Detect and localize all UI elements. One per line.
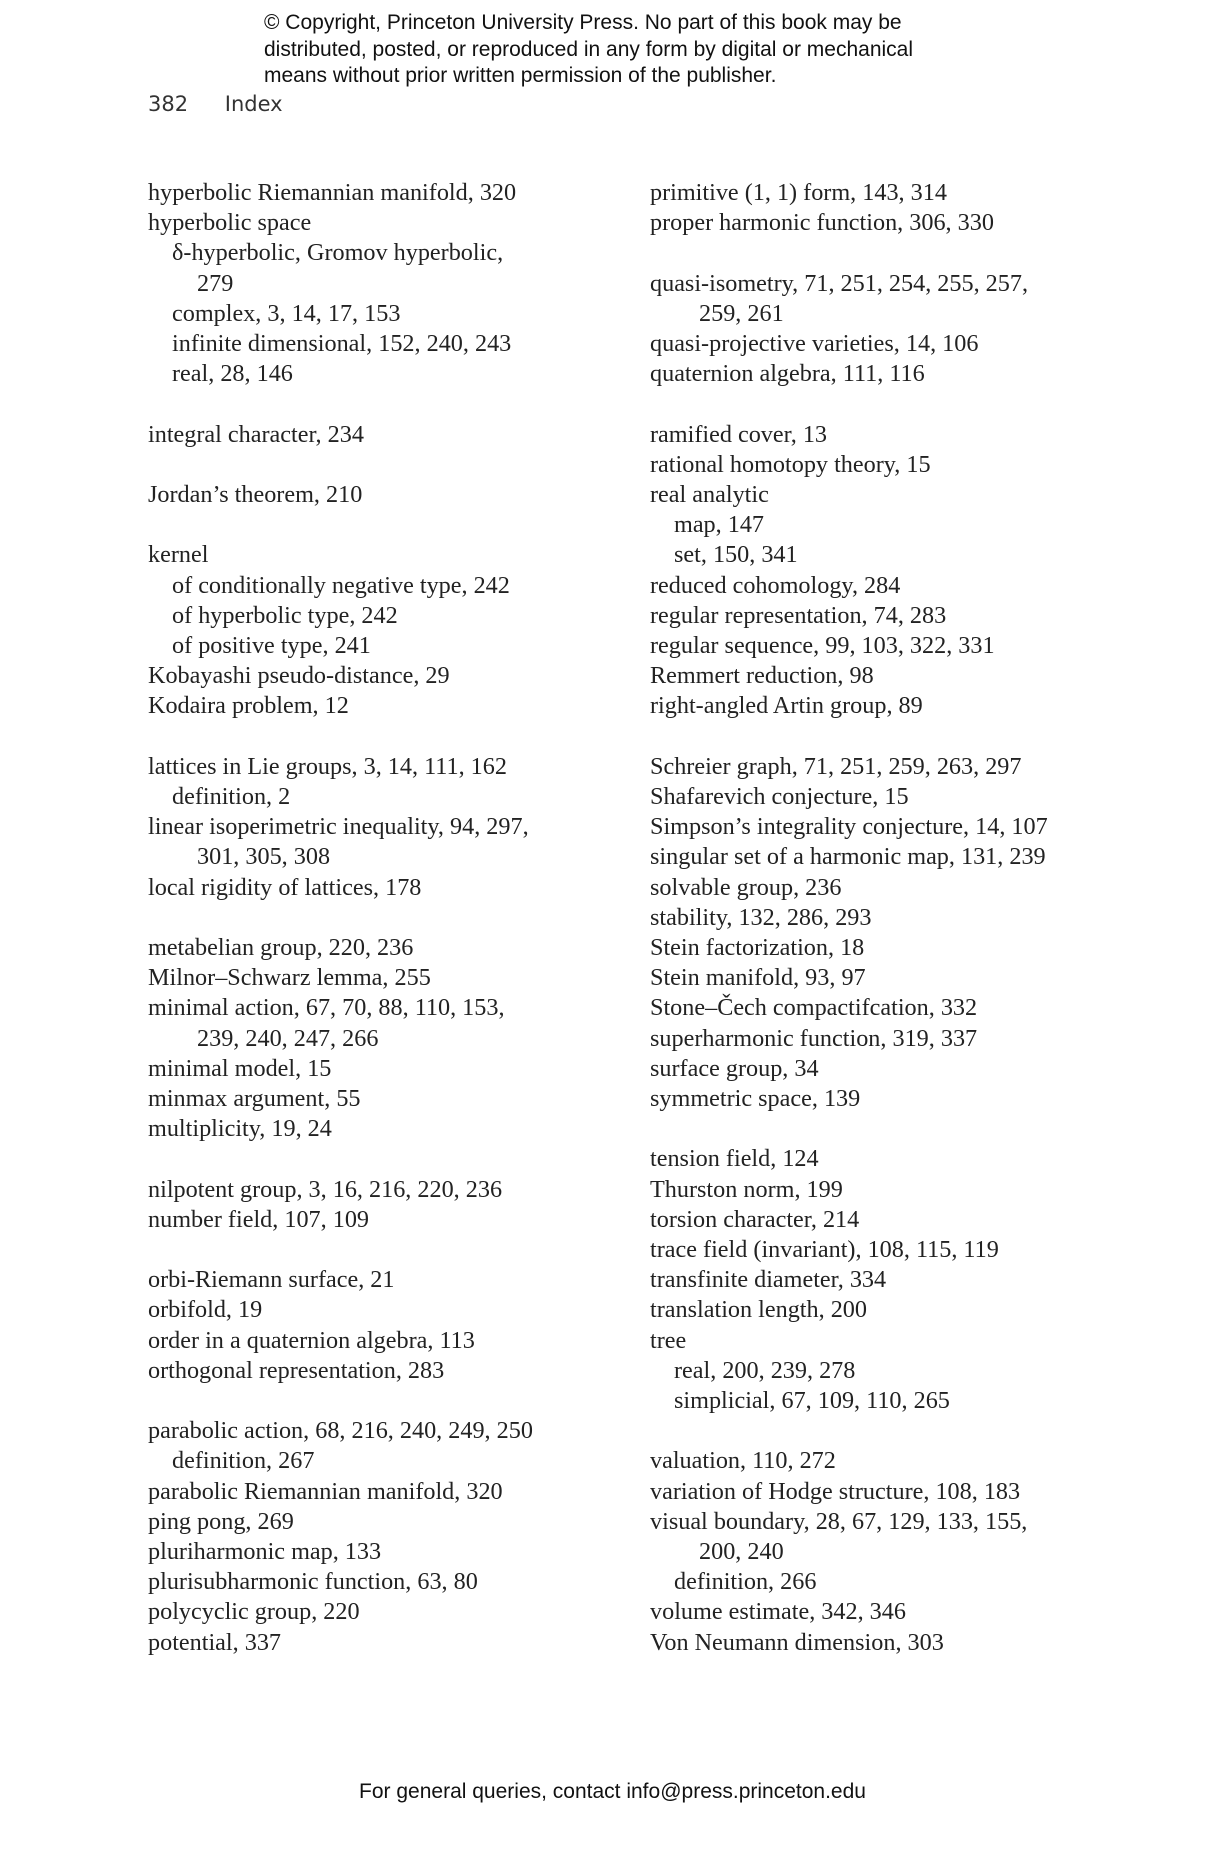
index-entry-continuation: 200, 240 bbox=[699, 1538, 784, 1566]
index-entry: local rigidity of lattices, 178 bbox=[148, 873, 422, 901]
copyright-line: © Copyright, Princeton University Press. No part of this book may be bbox=[264, 11, 902, 34]
index-gap bbox=[148, 510, 618, 540]
index-subentry: of positive type, 241 bbox=[172, 632, 371, 659]
index-entry: stability, 132, 286, 293 bbox=[650, 903, 872, 931]
index-gap bbox=[650, 1416, 1180, 1446]
footer-contact: For general queries, contact info@press.princeton.edu bbox=[359, 1780, 866, 1803]
index-gap bbox=[148, 1386, 618, 1416]
index-entry: integral character, 234 bbox=[148, 420, 364, 448]
index-entry: regular sequence, 99, 103, 322, 331 bbox=[650, 632, 995, 660]
index-subentry: set, 150, 341 bbox=[674, 541, 798, 569]
index-entry: rational homotopy theory, 15 bbox=[650, 450, 931, 478]
index-entry: hyperbolic space bbox=[148, 209, 312, 237]
index-subentry: definition, 267 bbox=[172, 1447, 315, 1475]
index-subentry: definition, 266 bbox=[674, 1568, 817, 1596]
index-subentry: complex, 3, 14, 17, 153 bbox=[172, 299, 401, 327]
index-gap bbox=[148, 722, 618, 752]
index-entry: tree bbox=[650, 1326, 687, 1354]
index-entry: Shafarevich conjecture, 15 bbox=[650, 783, 909, 811]
index-subentry: of hyperbolic type, 242 bbox=[172, 601, 398, 629]
index-entry: Kobayashi pseudo-distance, 29 bbox=[148, 662, 450, 690]
index-entry: metabelian group, 220, 236 bbox=[148, 934, 414, 961]
index-entry: volume estimate, 342, 346 bbox=[650, 1598, 906, 1626]
index-gap bbox=[148, 450, 618, 480]
index-entry: Simpson’s integrality conjecture, 14, 107 bbox=[650, 813, 1048, 841]
index-entry: minimal model, 15 bbox=[148, 1054, 332, 1082]
index-entry: orthogonal representation, 283 bbox=[148, 1356, 445, 1384]
index-subentry: δ-hyperbolic, Gromov hyperbolic, bbox=[172, 239, 504, 267]
index-subentry: real, 200, 239, 278 bbox=[674, 1356, 856, 1384]
index-entry: orbifold, 19 bbox=[148, 1296, 263, 1324]
index-entry: proper harmonic function, 306, 330 bbox=[650, 209, 994, 237]
index-entry: superharmonic function, 319, 337 bbox=[650, 1024, 978, 1052]
index-gap bbox=[650, 1114, 1180, 1144]
index-column-right bbox=[650, 178, 1180, 1658]
index-entry: symmetric space, 139 bbox=[650, 1085, 861, 1113]
index-entry: quasi-projective varieties, 14, 106 bbox=[650, 330, 979, 357]
index-entry: primitive (1, 1) form, 143, 314 bbox=[650, 179, 947, 206]
index-entry: Von Neumann dimension, 303 bbox=[650, 1628, 944, 1656]
index-entry: number field, 107, 109 bbox=[148, 1205, 370, 1233]
index-gap bbox=[650, 722, 1180, 752]
index-entry: variation of Hodge structure, 108, 183 bbox=[650, 1477, 1021, 1505]
index-column-left bbox=[148, 178, 618, 1658]
index-subentry: real, 28, 146 bbox=[172, 360, 293, 388]
page-number: 382 bbox=[148, 92, 189, 116]
index-gap bbox=[148, 389, 618, 419]
index-entry: reduced cohomology, 284 bbox=[650, 571, 901, 599]
index-entry: multiplicity, 19, 24 bbox=[148, 1115, 332, 1143]
index-entry: Kodaira problem, 12 bbox=[148, 692, 349, 720]
index-entry: Stone–Čech compactifcation, 332 bbox=[650, 994, 978, 1022]
index-entry: parabolic Riemannian manifold, 320 bbox=[148, 1477, 503, 1505]
index-entry: Milnor–Schwarz lemma, 255 bbox=[148, 964, 431, 992]
index-entry-continuation: 279 bbox=[197, 269, 234, 297]
index-entry: regular representation, 74, 283 bbox=[650, 601, 947, 629]
index-entry: real analytic bbox=[650, 481, 769, 508]
index-entry-continuation: 301, 305, 308 bbox=[197, 843, 331, 871]
index-entry: potential, 337 bbox=[148, 1628, 282, 1656]
index-entry: ramified cover, 13 bbox=[650, 420, 828, 448]
index-entry: surface group, 34 bbox=[650, 1054, 819, 1082]
index-entry: linear isoperimetric inequality, 94, 297, bbox=[148, 813, 529, 841]
index-entry: singular set of a harmonic map, 131, 239 bbox=[650, 843, 1046, 871]
index-subentry: of conditionally negative type, 242 bbox=[172, 571, 510, 599]
index-entry: orbi-Riemann surface, 21 bbox=[148, 1266, 395, 1294]
index-entry: translation length, 200 bbox=[650, 1296, 867, 1324]
index-entry: valuation, 110, 272 bbox=[650, 1447, 836, 1475]
index-entry: plurisubharmonic function, 63, 80 bbox=[148, 1568, 478, 1596]
copyright-line: distributed, posted, or reproduced in any form by digital or mechanical bbox=[264, 37, 914, 61]
index-gap bbox=[148, 1235, 618, 1265]
index-subentry: map, 147 bbox=[674, 511, 765, 539]
index-entry: polycyclic group, 220 bbox=[148, 1598, 360, 1626]
index-entry: visual boundary, 28, 67, 129, 133, 155, bbox=[650, 1507, 1028, 1535]
index-entry: parabolic action, 68, 216, 240, 249, 250 bbox=[148, 1417, 533, 1445]
index-gap bbox=[148, 1144, 618, 1174]
index-entry: nilpotent group, 3, 16, 216, 220, 236 bbox=[148, 1175, 503, 1203]
index-entry: quaternion algebra, 111, 116 bbox=[650, 360, 925, 388]
index-entry: right-angled Artin group, 89 bbox=[650, 692, 923, 720]
index-subentry: simplicial, 67, 109, 110, 265 bbox=[674, 1387, 950, 1415]
copyright-line: means without prior written permission of the publisher. bbox=[264, 64, 777, 87]
index-entry: Thurston norm, 199 bbox=[650, 1175, 843, 1203]
index-entry: quasi-isometry, 71, 251, 254, 255, 257, bbox=[650, 269, 1029, 297]
index-entry: hyperbolic Riemannian manifold, 320 bbox=[148, 179, 517, 206]
index-entry: Stein manifold, 93, 97 bbox=[650, 964, 866, 992]
index-entry: Jordan’s theorem, 210 bbox=[148, 481, 363, 508]
index-entry: Stein factorization, 18 bbox=[650, 934, 865, 962]
index-entry: order in a quaternion algebra, 113 bbox=[148, 1326, 475, 1354]
index-entry-continuation: 239, 240, 247, 266 bbox=[197, 1024, 379, 1052]
running-head bbox=[148, 92, 283, 116]
index-gap bbox=[148, 903, 618, 933]
index-entry: pluriharmonic map, 133 bbox=[148, 1538, 382, 1566]
index-entry: tension field, 124 bbox=[650, 1145, 819, 1173]
index-gap bbox=[650, 389, 1180, 419]
index-entry: torsion character, 214 bbox=[650, 1205, 860, 1233]
index-entry-continuation: 259, 261 bbox=[699, 299, 784, 327]
index-entry: solvable group, 236 bbox=[650, 873, 842, 901]
index-entry: minmax argument, 55 bbox=[148, 1085, 361, 1113]
index-entry: transfinite diameter, 334 bbox=[650, 1266, 887, 1294]
index-entry: minimal action, 67, 70, 88, 110, 153, bbox=[148, 994, 505, 1022]
index-entry: ping pong, 269 bbox=[148, 1507, 294, 1535]
index-entry: Schreier graph, 71, 251, 259, 263, 297 bbox=[650, 752, 1022, 780]
section-title: Index bbox=[224, 92, 283, 116]
index-subentry: definition, 2 bbox=[172, 783, 291, 810]
index-gap bbox=[650, 238, 1180, 268]
index-subentry: infinite dimensional, 152, 240, 243 bbox=[172, 330, 512, 358]
copyright-notice bbox=[264, 10, 1024, 90]
index-entry: trace field (invariant), 108, 115, 119 bbox=[650, 1236, 999, 1264]
index-entry: Remmert reduction, 98 bbox=[650, 662, 874, 690]
index-entry: lattices in Lie groups, 3, 14, 111, 162 bbox=[148, 752, 507, 780]
index-entry: kernel bbox=[148, 541, 209, 569]
